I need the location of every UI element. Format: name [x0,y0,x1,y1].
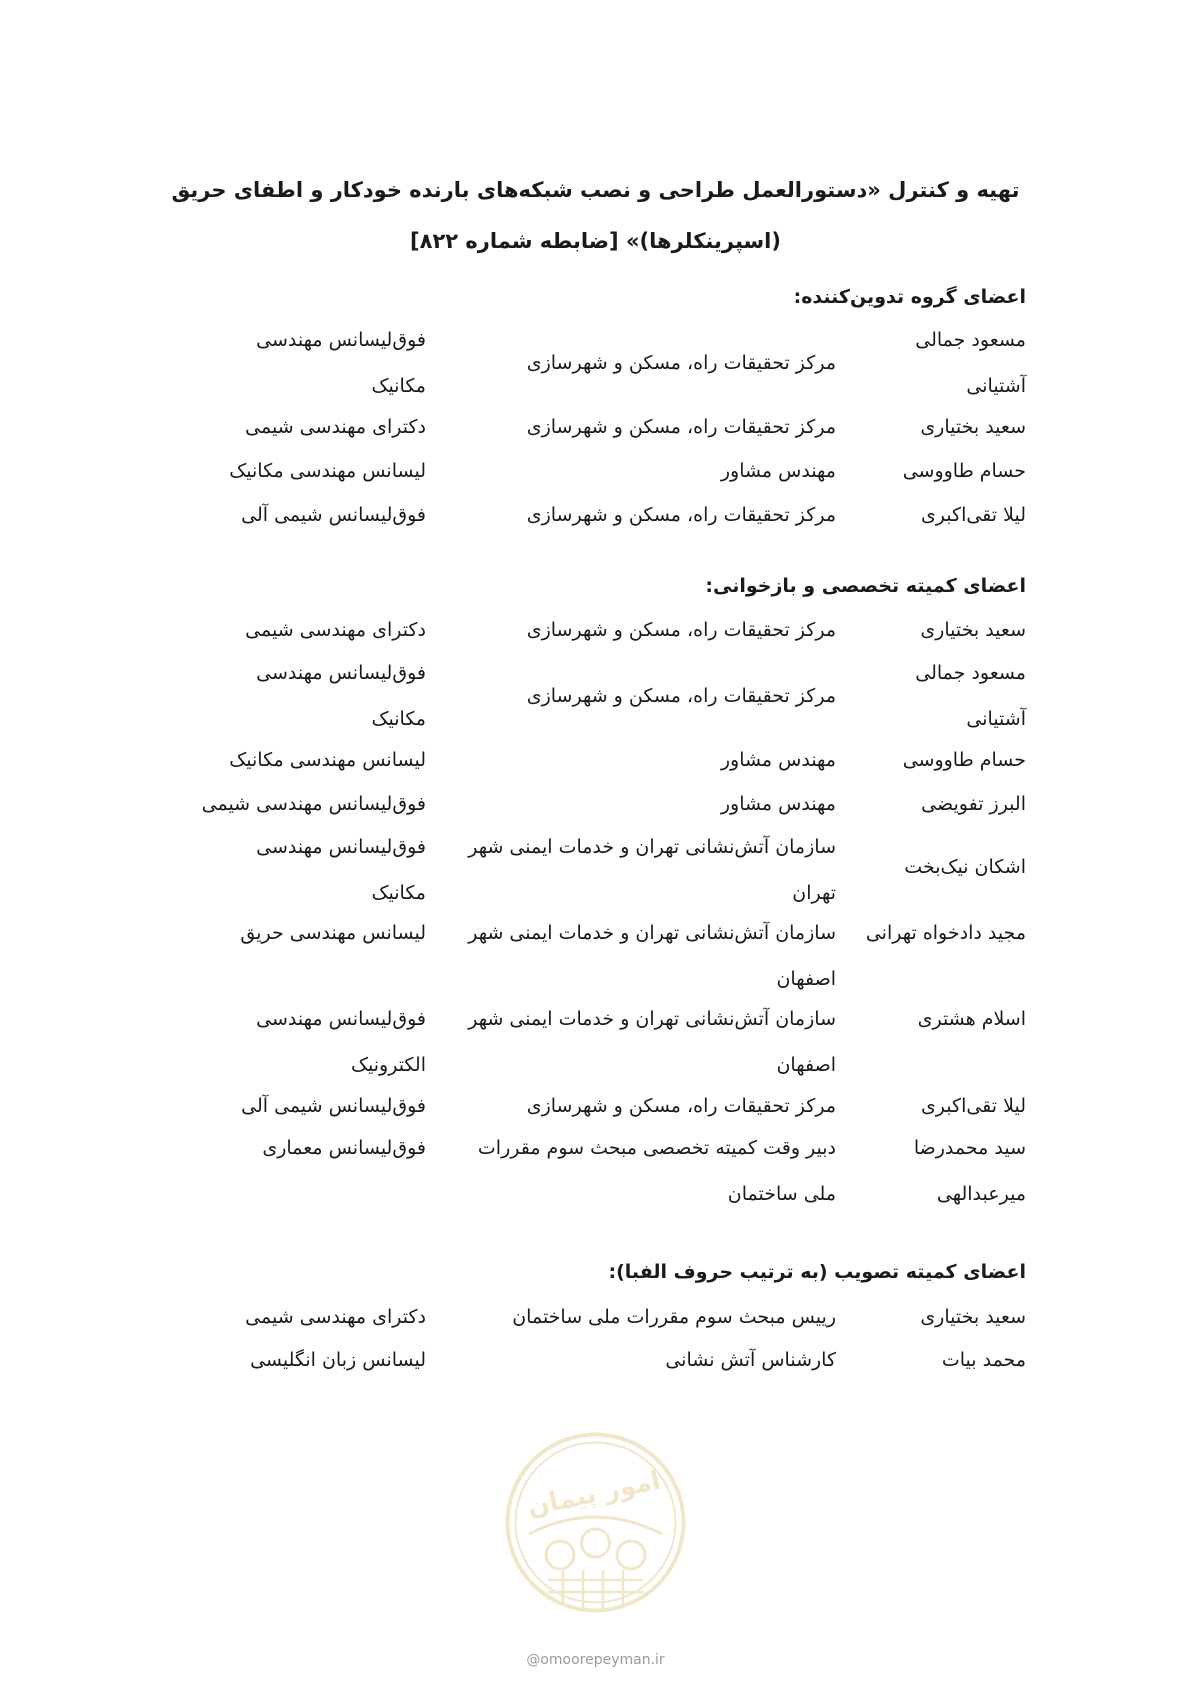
section-heading-review-committee: اعضای کمیته تخصصی و بازخوانی: [705,575,1026,597]
member-organization: سازمان آتش‌نشانی تهران و خدمات ایمنی شهر تهران [468,836,836,904]
svg-text:امور پیمان: امور پیمان [524,1465,664,1523]
member-degree: لیسانس مهندسی حریق [240,922,426,944]
member-degree: فوق‌لیسانس مهندسی مکانیک [256,836,426,904]
member-organization: مهندس مشاور [720,793,836,815]
watermark-site-url: @omoorepeyman.ir [526,1652,665,1668]
watermark-seal-logo [503,1430,688,1615]
member-degree: فوق‌لیسانس مهندسی الکترونیک [256,1008,426,1076]
member-degree: لیسانس مهندسی مکانیک [229,749,426,771]
member-degree: فوق‌لیسانس شیمی آلی [241,504,426,526]
section-heading-drafting-group: اعضای گروه تدوین‌کننده: [793,286,1026,308]
member-organization: مرکز تحقیقات راه، مسکن و شهرسازی [526,352,836,374]
member-organization: مرکز تحقیقات راه، مسکن و شهرسازی [526,685,836,707]
member-name: لیلا تقی‌اکبری [920,504,1026,526]
member-degree: فوق‌لیسانس مهندسی شیمی [201,793,426,815]
member-name: سعید بختیاری [920,1306,1026,1328]
member-degree: دکترای مهندسی شیمی [245,1306,426,1328]
member-organization: رییس مبحث سوم مقررات ملی ساختمان [512,1306,836,1328]
member-organization: سازمان آتش‌نشانی تهران و خدمات ایمنی شهر اصفهان [468,1008,836,1076]
member-degree: فوق‌لیسانس مهندسی مکانیک [256,662,426,730]
member-organization: مرکز تحقیقات راه، مسکن و شهرسازی [526,619,836,641]
member-name: البرز تفویضی [921,793,1026,815]
member-name: حسام طاووسی [902,749,1026,771]
member-name: محمد بیات [941,1349,1026,1371]
member-name: اشکان نیک‌بخت [904,856,1026,878]
member-organization: مرکز تحقیقات راه، مسکن و شهرسازی [526,504,836,526]
member-name: مسعود جمالی آشتیانی [915,662,1026,730]
member-degree: فوق‌لیسانس شیمی آلی [241,1095,426,1117]
member-degree: فوق‌لیسانس معماری [262,1137,426,1159]
member-organization: مرکز تحقیقات راه، مسکن و شهرسازی [526,1095,836,1117]
member-organization: کارشناس آتش نشانی [665,1349,836,1371]
member-name: مجید دادخواه تهرانی [865,922,1026,944]
member-name: اسلام هشتری [917,1008,1026,1030]
document-title-line-1: تهیه و کنترل «دستورالعمل طراحی و نصب شبکه‌های بارنده خودکار و اطفای حریق [171,178,1020,202]
member-organization: مهندس مشاور [720,460,836,482]
member-name: سید محمدرضا میرعبدالهی [913,1137,1026,1205]
member-degree: دکترای مهندسی شیمی [245,416,426,438]
member-name: سعید بختیاری [920,416,1026,438]
member-name: لیلا تقی‌اکبری [920,1095,1026,1117]
section-heading-approval-committee: اعضای کمیته تصویب (به ترتیب حروف الفبا): [608,1261,1026,1283]
member-name: سعید بختیاری [920,619,1026,641]
member-organization: دبیر وقت کمیته تخصصی مبحث سوم مقررات ملی ساختمان [477,1137,836,1205]
member-degree: لیسانس مهندسی مکانیک [229,460,426,482]
member-degree: فوق‌لیسانس مهندسی مکانیک [256,329,426,397]
member-organization: مهندس مشاور [720,749,836,771]
member-name: مسعود جمالی آشتیانی [915,329,1026,397]
member-organization: سازمان آتش‌نشانی تهران و خدمات ایمنی شهر اصفهان [468,922,836,990]
member-organization: مرکز تحقیقات راه، مسکن و شهرسازی [526,416,836,438]
member-name: حسام طاووسی [902,460,1026,482]
document-title-line-2: (اسپرینکلرها)» [ضابطه شماره ۸۲۲] [410,229,781,253]
member-degree: لیسانس زبان انگلیسی [250,1349,426,1371]
member-degree: دکترای مهندسی شیمی [245,619,426,641]
